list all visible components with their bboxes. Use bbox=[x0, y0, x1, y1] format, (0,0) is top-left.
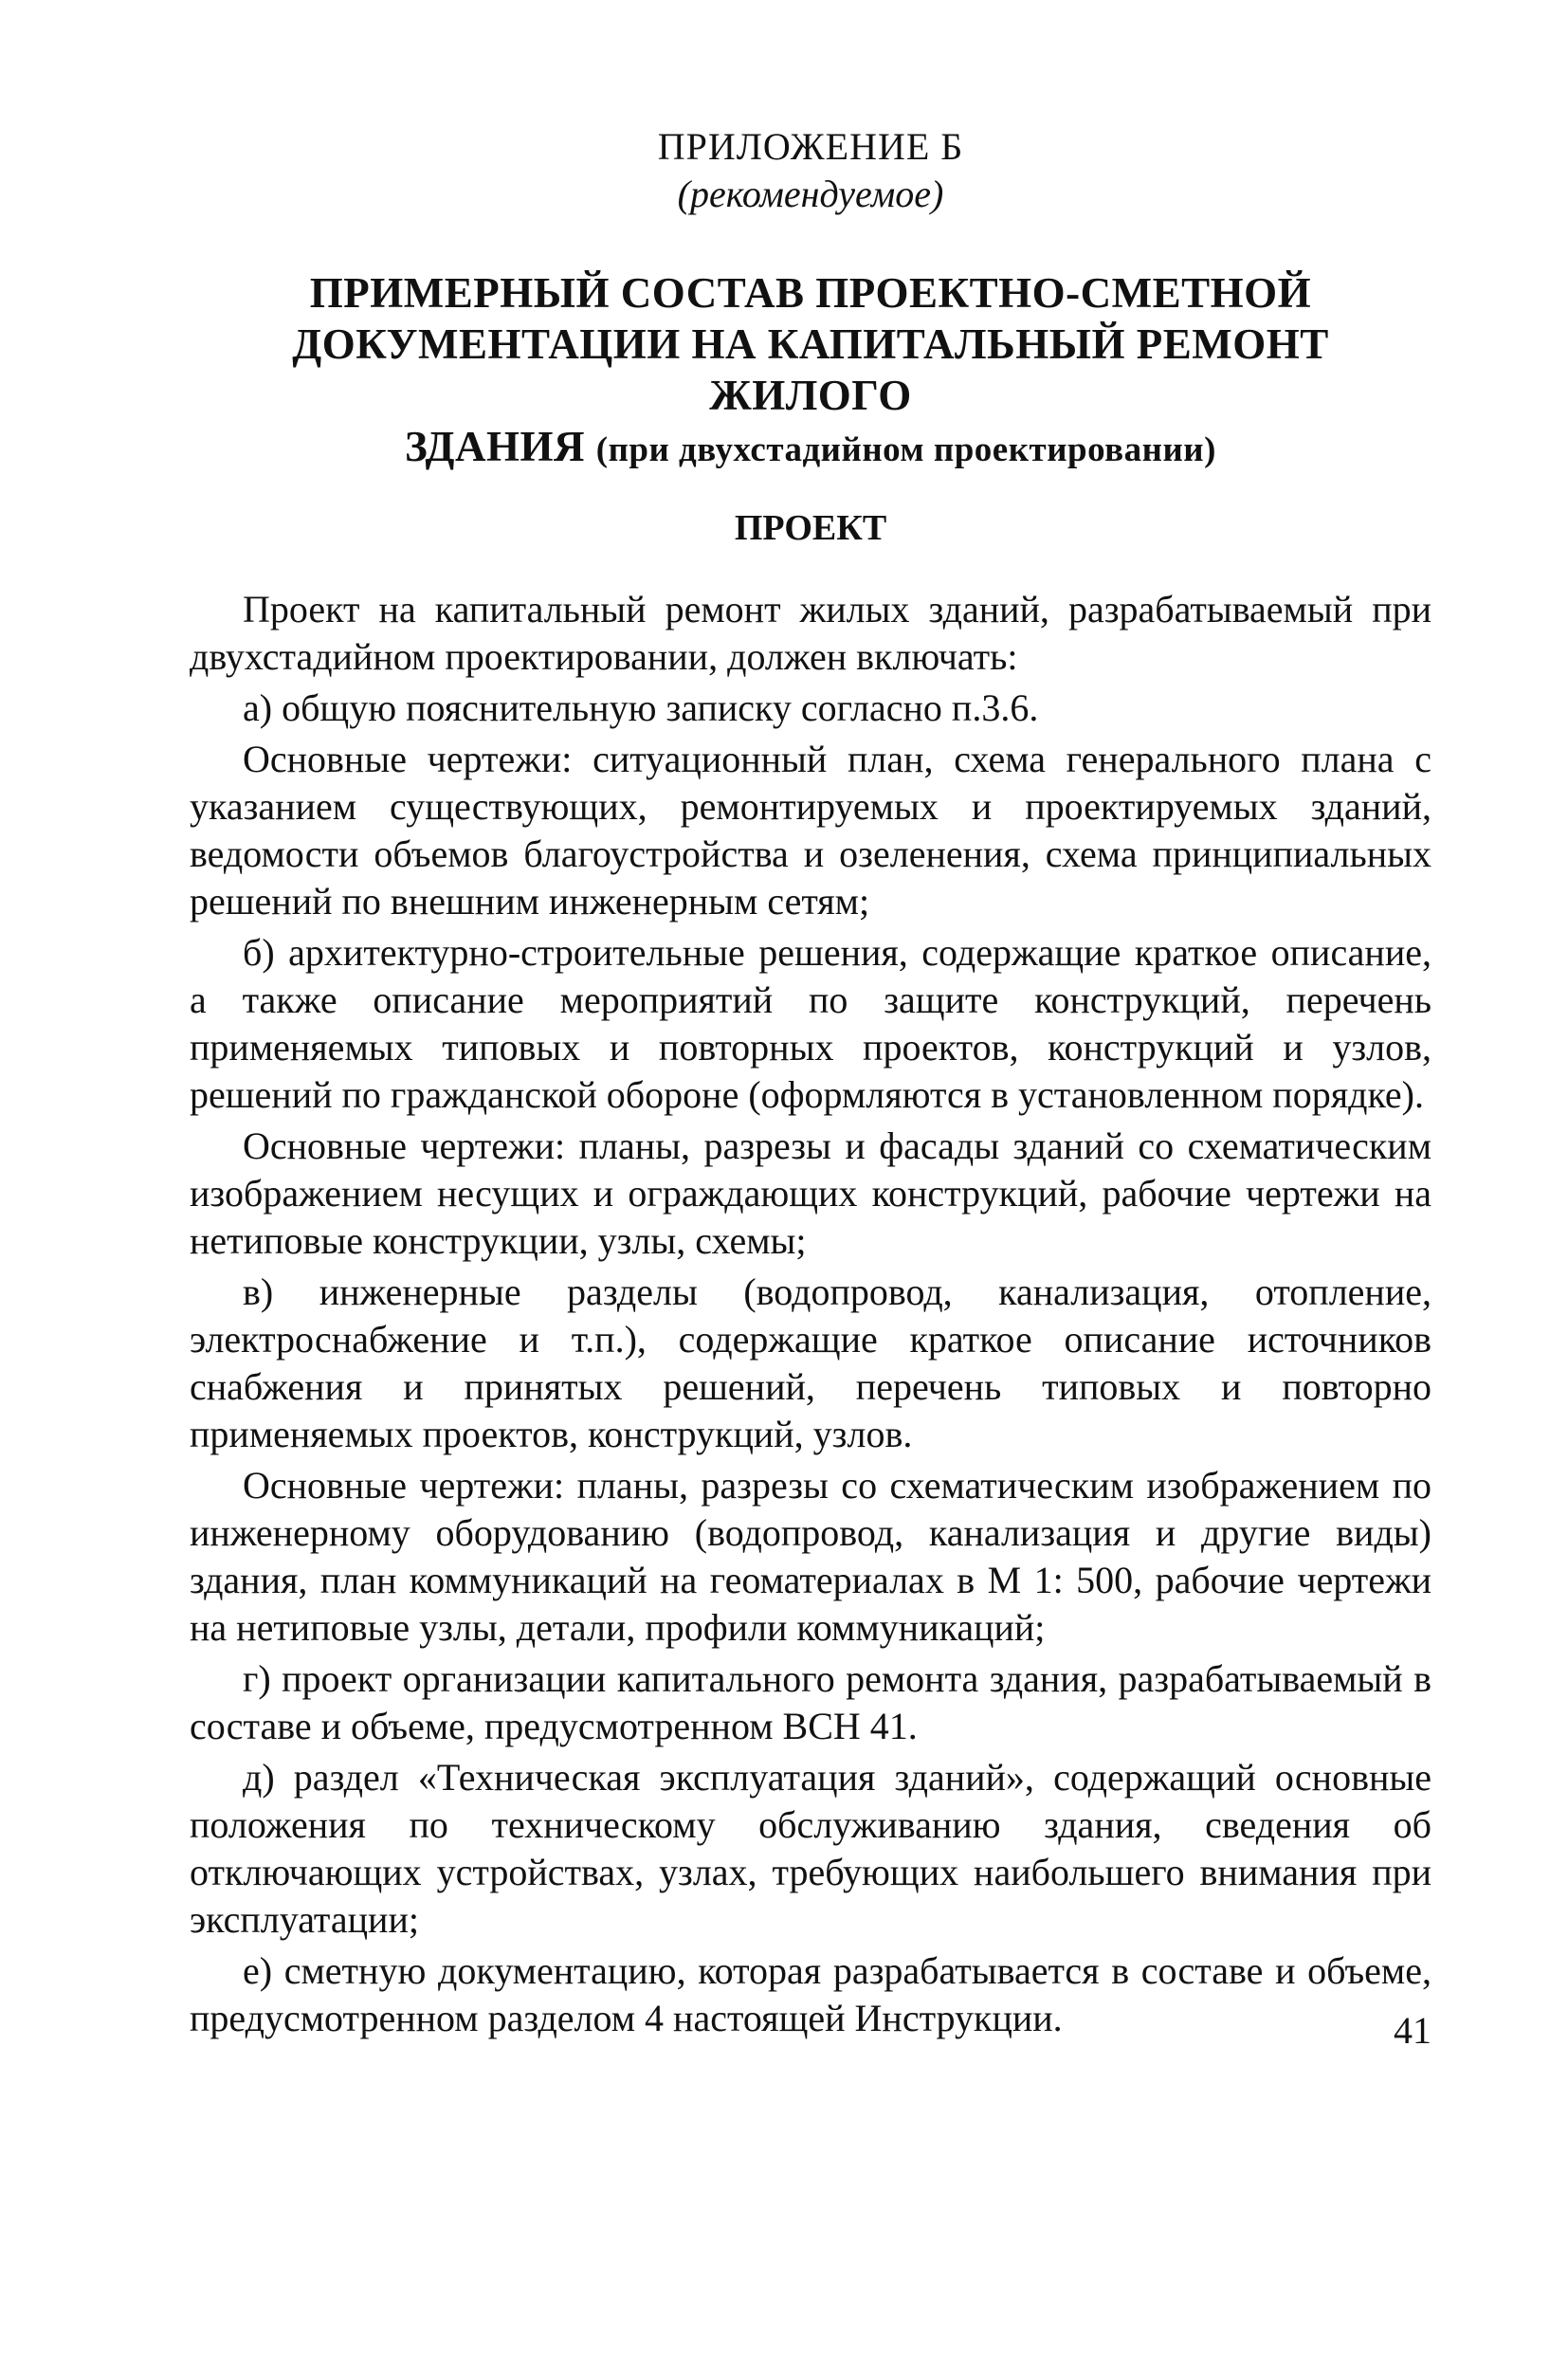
title-line-3 bbox=[190, 421, 1431, 476]
paragraph-b-drawings: Основные чертежи: планы, разрезы и фасады зданий со схематическим изображением несущих и ограждающих конструкций, рабочие чертежи на нетиповые конструкции, узлы, схемы; bbox=[190, 1124, 1431, 1262]
appendix-status: (рекомендуемое) bbox=[677, 173, 944, 215]
section-title: ПРОЕКТ bbox=[734, 508, 887, 548]
appendix-heading: ПРИЛОЖЕНИЕ Б bbox=[657, 125, 964, 168]
paragraph-a: а) общую пояснительную записку согласно п.3.6. bbox=[243, 686, 1039, 729]
title-line-2: ДОКУМЕНТАЦИИ НА КАПИТАЛЬНЫЙ РЕМОНТ ЖИЛОГО bbox=[292, 320, 1329, 419]
paragraph-a-drawings: Основные чертежи: ситуационный план, схема генерального плана с указанием существующих, ремонтируемых и проектируемых зданий, ведомости объемов благоустройства и озеленения, схема принципиальных решений по внешним инженерным сетям; bbox=[190, 738, 1431, 923]
paragraph-g: г) проект организации капитального ремонта здания, разрабатываемый в составе и объеме, предусмотренном ВСН 41. bbox=[190, 1657, 1431, 1747]
paragraph-d: д) раздел «Техническая эксплуатация зданий», содержащий основные положения по техническому обслуживанию здания, сведения об отключающих устройствах, узлах, требующих наибольшего внимания при эксплуатации; bbox=[190, 1756, 1431, 1941]
paragraph-e: е) сметную документацию, которая разрабатывается в составе и объеме, предусмотренном разделом 4 настоящей Инструкции. bbox=[190, 1949, 1431, 2039]
document-body bbox=[190, 586, 1431, 2042]
paragraph-v-drawings: Основные чертежи: планы, разрезы со схематическим изображением по инженерному оборудованию (водопровод, канализация и другие виды) здания, план коммуникаций на геоматериалах в М 1: 500, рабочие чертежи на нетиповые узлы, детали, профили коммуникаций; bbox=[190, 1464, 1431, 1649]
paragraph-v: в) инженерные разделы (водопровод, канализация, отопление, электроснабжение и т.п.), содержащие краткое описание источников снабжения и принятых решений, перечень типовых и повторно применяемых проектов, конструкций, узлов. bbox=[190, 1270, 1431, 1455]
page-number: 41 bbox=[1394, 2009, 1431, 2052]
title-line-1: ПРИМЕРНЫЙ СОСТАВ ПРОЕКТНО-СМЕТНОЙ bbox=[309, 269, 1312, 317]
document-title bbox=[190, 267, 1431, 476]
paragraph-b: б) архитектурно-строительные решения, содержащие краткое описание, а также описание мероприятий по защите конструкций, перечень применяемых типовых и повторных проектов, конструкций и узлов, решений по гражданской обороне (оформляются в установленном порядке). bbox=[190, 931, 1431, 1116]
paragraph-intro: Проект на капитальный ремонт жилых зданий, разрабатываемый при двухстадийном проектировании, должен включать: bbox=[190, 588, 1431, 678]
title-line-3-note: (при двухстадийном проектировании) bbox=[595, 430, 1216, 469]
document-page bbox=[190, 123, 1431, 2046]
title-line-3-main: ЗДАНИЯ bbox=[405, 423, 586, 470]
